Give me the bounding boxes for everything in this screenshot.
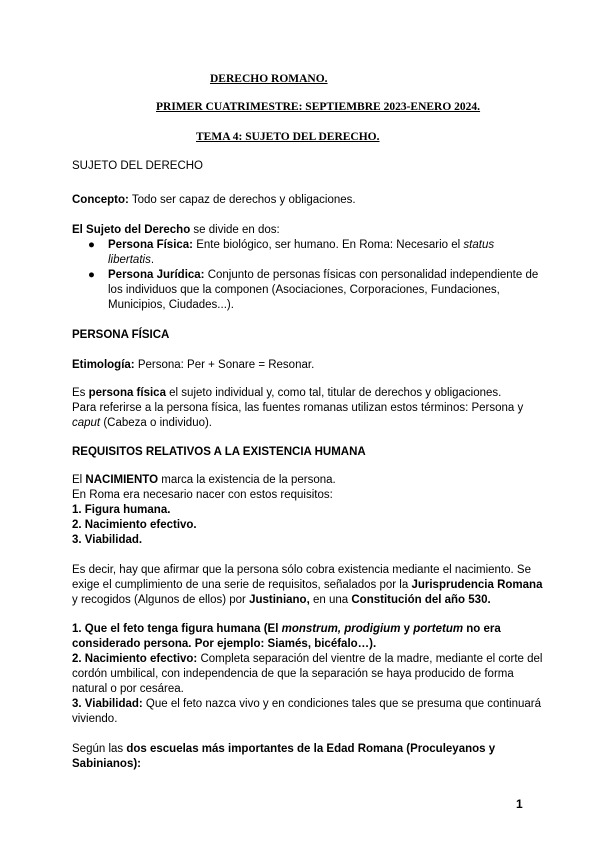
intro-line: El Sujeto del Derecho se divide en dos:: [72, 224, 280, 236]
section-heading-persona-fisica: PERSONA FÍSICA: [72, 329, 170, 341]
paragraph-line: Es decir, hay que afirmar que la persona sólo cobra existencia mediante el nacimiento. Se: [72, 564, 531, 576]
etymology-line: Etimología: Persona: Per + Sonare = Resonar.: [72, 359, 315, 371]
detail-1: 1. Que el feto tenga figura humana (El monstrum, prodigium y portetum no era: [72, 623, 501, 635]
paragraph-line: y recogidos (Algunos de ellos) por Justiniano, en una Constitución del año 530.: [72, 594, 491, 606]
bullet-persona-juridica: Persona Jurídica: Conjunto de personas físicas con personalidad independiente de: [108, 269, 539, 281]
bullet-persona-fisica: Persona Física: Ente biológico, ser humano. En Roma: Necesario el status: [108, 239, 495, 251]
requirement-1: 1. Figura humana.: [72, 504, 171, 516]
paragraph-line: caput (Cabeza o individuo).: [72, 417, 213, 429]
detail-2-cont: natural o por cesárea.: [72, 683, 184, 695]
detail-1-cont: considerado persona. Por ejemplo: Siamés, bicéfalo…).: [72, 638, 377, 650]
bullet-dot: ●: [88, 239, 95, 251]
paragraph-line: Para referirse a la persona física, las fuentes romanas utilizan estos términos: Persona y: [72, 402, 524, 414]
section-heading-requisitos: REQUISITOS RELATIVOS A LA EXISTENCIA HUMANA: [72, 446, 366, 458]
requirement-2: 2. Nacimiento efectivo.: [72, 519, 197, 531]
doc-topic: TEMA 4: SUJETO DEL DERECHO.: [196, 131, 380, 143]
bullet-persona-fisica-cont: libertatis.: [108, 254, 155, 266]
detail-2-cont: cordón umbilical, con independencia de que la separación se haya producido de forma: [72, 668, 514, 680]
requirement-3: 3. Viabilidad.: [72, 534, 143, 546]
bullet-dot: ●: [88, 269, 95, 281]
detail-2: 2. Nacimiento efectivo: Completa separación del vientre de la madre, mediante el corte del: [72, 653, 543, 665]
paragraph-line: Es persona física el sujeto individual y, como tal, titular de derechos y obligaciones.: [72, 387, 502, 399]
paragraph-line: El NACIMIENTO marca la existencia de la persona.: [72, 474, 336, 486]
paragraph-line: En Roma era necesario nacer con estos requisitos:: [72, 489, 333, 501]
schools-line-cont: Sabinianos):: [72, 758, 142, 770]
page-number: 1: [516, 797, 523, 811]
section-heading-sujeto: SUJETO DEL DERECHO: [72, 160, 203, 172]
bullet-persona-juridica-l2: los individuos que la componen (Asociaciones, Corporaciones, Fundaciones,: [108, 284, 500, 296]
schools-line: Según las dos escuelas más importantes de la Edad Romana (Proculeyanos y: [72, 743, 496, 755]
concept-line: Concepto: Todo ser capaz de derechos y obligaciones.: [72, 194, 356, 206]
paragraph-line: exige el cumplimiento de una serie de requisitos, señalados por la Jurisprudencia Romana: [72, 579, 543, 591]
bullet-persona-juridica-l3: Municipios, Ciudades...).: [108, 299, 234, 311]
detail-3: 3. Viabilidad: Que el feto nazca vivo y en condiciones tales que se presuma que continuará: [72, 698, 542, 710]
doc-title: DERECHO ROMANO.: [210, 73, 328, 85]
detail-3-cont: viviendo.: [72, 713, 118, 725]
doc-term: PRIMER CUATRIMESTRE: SEPTIEMBRE 2023-ENERO 2024.: [156, 101, 481, 113]
